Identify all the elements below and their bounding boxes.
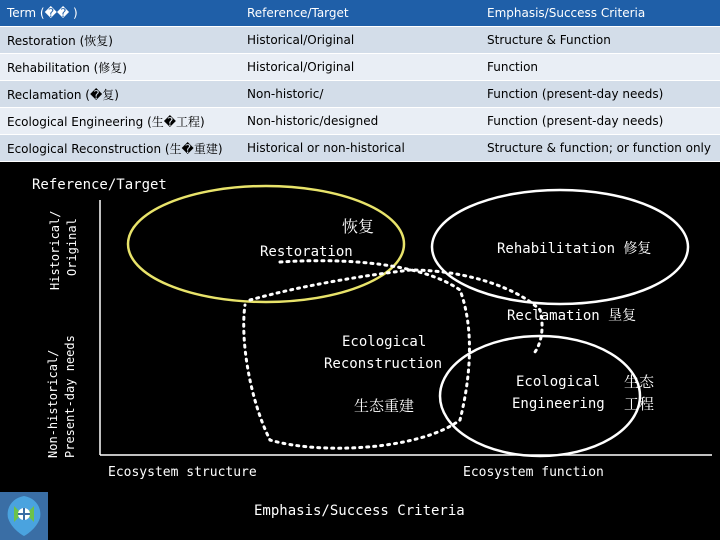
x-left-label: Ecosystem structure [108, 465, 257, 480]
cell-term: Reclamation (�复) [0, 81, 240, 108]
table-row [0, 108, 720, 135]
cell-term: Ecological Reconstruction (生�重建) [0, 135, 240, 162]
eco-eng-zh1: 生态 [624, 373, 655, 391]
cell-term: Restoration (恢复) [0, 27, 240, 54]
table-row [0, 54, 720, 81]
cell-emphasis: Structure & Function [480, 27, 720, 54]
logo-icon [0, 492, 48, 540]
cell-emphasis: Function (present-day needs) [480, 108, 720, 135]
cell-term: Rehabilitation (修复) [0, 54, 240, 81]
cell-emphasis: Function (present-day needs) [480, 81, 720, 108]
eco-recon-line2: Reconstruction [324, 356, 443, 372]
cell-emphasis: Function [480, 54, 720, 81]
restoration-zh: 恢复 [342, 217, 375, 236]
eco-recon-line1: Ecological [342, 334, 427, 350]
y-axis-title: Reference/Target [32, 177, 167, 193]
x-axis-title: Emphasis/Success Criteria [254, 503, 465, 519]
cell-term: Ecological Engineering (生�工程) [0, 108, 240, 135]
cell-reference: Historical or non-historical [240, 135, 480, 162]
cell-reference: Historical/Original [240, 27, 480, 54]
y-lower-label-line1: Non-historical/ [46, 349, 60, 458]
eco-eng-line2: Engineering [512, 396, 605, 412]
y-lower-label-line2: Present-day needs [63, 335, 77, 458]
terms-table [0, 0, 720, 162]
cell-reference: Non-historic/designed [240, 108, 480, 135]
table-row [0, 81, 720, 108]
header-reference: Reference/Target [240, 0, 480, 27]
y-upper-label-line2: Original [65, 218, 79, 276]
eco-eng-line1: Ecological [516, 374, 601, 390]
cell-emphasis: Structure & function; or function only [480, 135, 720, 162]
table-row [0, 135, 720, 162]
y-upper-label-line1: Historical/ [48, 210, 62, 290]
reclamation-label: Reclamation 垦复 [507, 308, 637, 324]
cell-reference: Non-historic/ [240, 81, 480, 108]
table-header-row [0, 0, 720, 27]
y-upper-label [48, 203, 79, 290]
eco-eng-zh2: 工程 [624, 395, 655, 413]
rehabilitation-label: Rehabilitation 修复 [497, 241, 652, 257]
header-term: Term (�� ) [0, 0, 240, 27]
y-lower-label [46, 335, 77, 458]
cell-reference: Historical/Original [240, 54, 480, 81]
header-emphasis: Emphasis/Success Criteria [480, 0, 720, 27]
restoration-en: Restoration [260, 244, 353, 260]
concept-diagram [0, 160, 720, 540]
eco-recon-zh: 生态重建 [354, 397, 415, 415]
table-row [0, 27, 720, 54]
x-right-label: Ecosystem function [463, 465, 604, 480]
